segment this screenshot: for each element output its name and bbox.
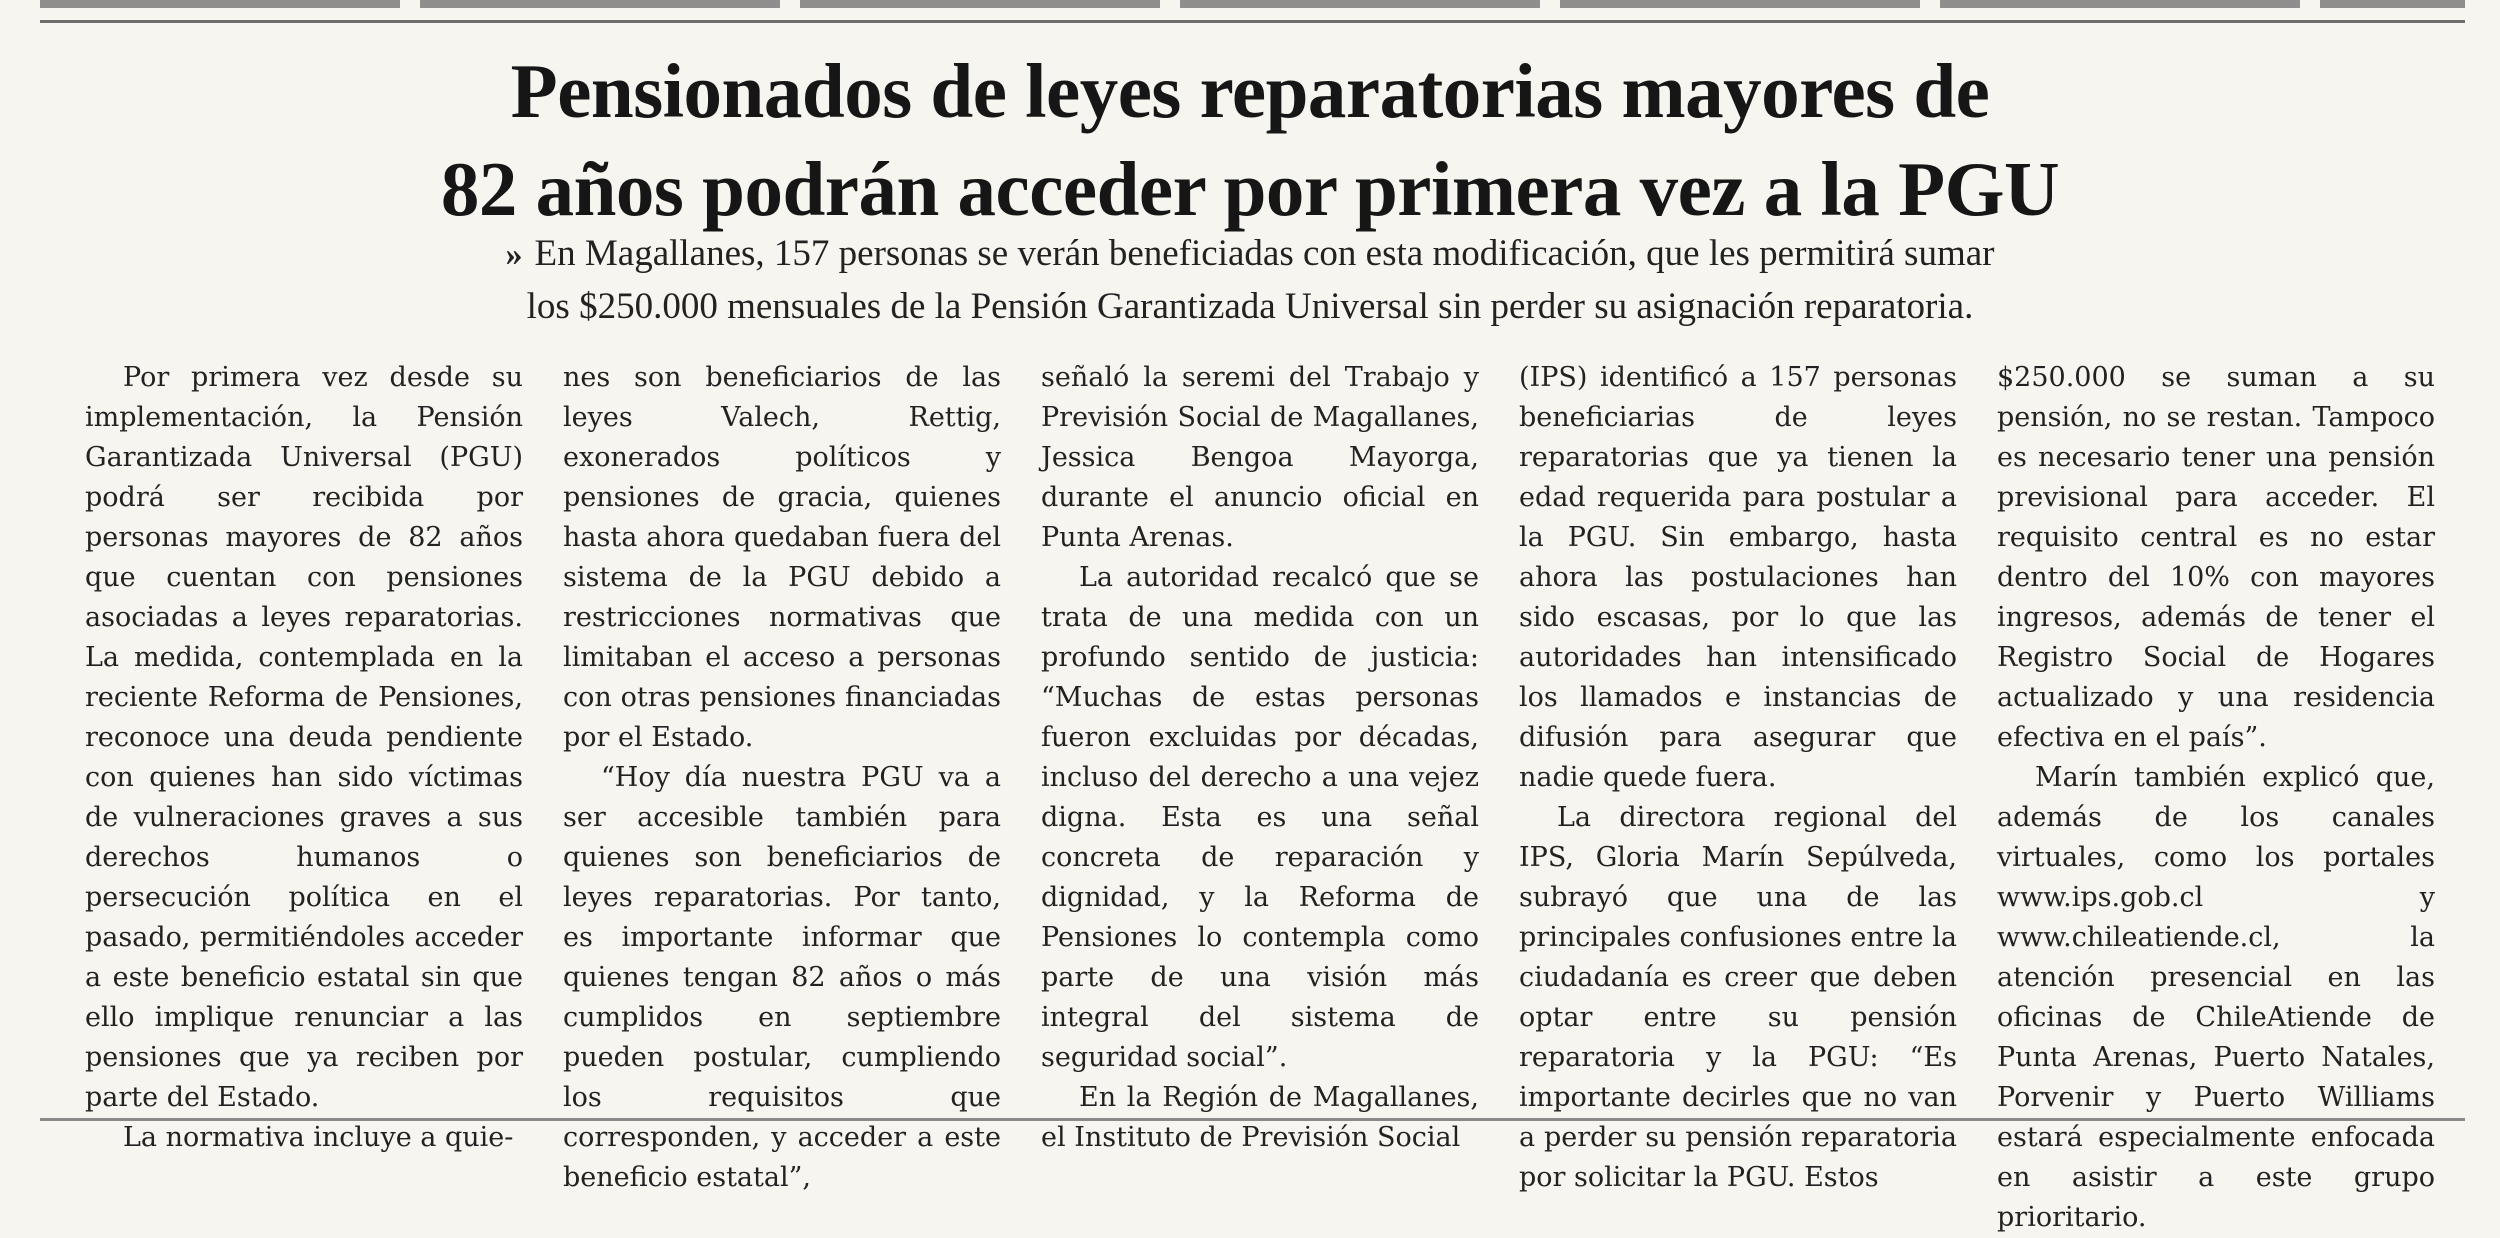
headline-line-1: Pensionados de leyes reparatorias mayores de [510,48,1990,134]
article-column-3 [1041,358,1479,1153]
article-column-1 [85,358,523,1153]
paragraph-continued: nes son beneficiarios de las leyes Valech, Rettig, exonerados políticos y pensiones de gracia, quienes hasta ahora quedaban fuera del sistema de la PGU debido a restricciones normativas que limitaban el acceso a personas con otras pensiones financiadas por el Estado. [563,362,1001,753]
paragraph-continued: (IPS) identificó a 157 personas beneficiarias de leyes reparatorias que ya tienen la edad requerida para postular a la PGU. Sin embargo, hasta ahora las postulaciones han sido escasas, por lo que las autoridades han intensificado los llamados e instancias de difusión para asegurar que nadie quede fuera. [1519,362,1957,793]
article-column-5 [1997,358,2435,1233]
article-column-4 [1519,358,1957,1193]
headline [0,42,2500,238]
paragraph: “Hoy día nuestra PGU va a ser accesible también para quienes son beneficiarios de leyes reparatorias. Por tanto, es importante informar que quienes tengan 82 años o más cumplidos en septiembre pueden postular, cumpliendo los requisitos que corresponden, y acceder a este beneficio estatal”, [563,762,1001,1193]
paragraph: Por primera vez desde su implementación, la Pensión Garantizada Universal (PGU) podrá ser recibida por personas mayores de 82 años que cuentan con pensiones asociadas a leyes reparatorias. La medida, contemplada en la reciente Reforma de Pensiones, reconoce una deuda pendiente con quienes han sido víctimas de vulneraciones graves a sus derechos humanos o persecución política en el pasado, permitiéndoles acceder a este beneficio estatal sin que ello implique renunciar a las pensiones que ya reciben por parte del Estado. [85,362,523,1113]
paragraph-continued: $250.000 se suman a su pensión, no se restan. Tampoco es necesario tener una pensión previsional para acceder. El requisito central es no estar dentro del 10% con mayores ingresos, además de tener el Registro Social de Hogares actualizado y una residencia efectiva en el país”. [1997,362,2435,753]
paragraph: Marín también explicó que, además de los canales virtuales, como los portales www.ips.gob.cl y www.chileatiende.cl, la atención presencial en las oficinas de ChileAtiende de Punta Arenas, Puerto Natales, Porvenir y Puerto Williams estará especialmente enfocada en asistir a este grupo prioritario. [1997,762,2435,1233]
paragraph-continued: señaló la seremi del Trabajo y Previsión Social de Magallanes, Jessica Bengoa Mayorga, durante el anuncio oficial en Punta Arenas. [1041,362,1479,553]
bottom-divider [40,1118,2465,1121]
previous-article-remnant [40,0,2465,8]
article-body [85,358,2435,1233]
headline-line-2: 82 años podrán acceder por primera vez a la PGU [440,146,2060,232]
top-divider [40,20,2465,23]
paragraph: La directora regional del IPS, Gloria Marín Sepúlveda, subrayó que una de las principales confusiones entre la ciudadanía es creer que deben optar entre su pensión reparatoria y la PGU: “Es importante decirles que no van a perder su pensión reparatoria por solicitar la PGU. Estos [1519,802,1957,1193]
subheadline [0,228,2500,333]
article-column-2 [563,358,1001,1193]
paragraph: La autoridad recalcó que se trata de una medida con un profundo sentido de justicia: “Muchas de estas personas fueron excluidas por décadas, incluso del derecho a una vejez digna. Esta es una señal concreta de reparación y dignidad, y la Reforma de Pensiones lo contempla como parte de una visión más integral del sistema de seguridad social”. [1041,562,1479,1073]
paragraph: En la Región de Magallanes, el Instituto de Previsión Social [1041,1082,1479,1153]
subheadline-line-1-text: En Magallanes, 157 personas se verán beneficiadas con esta modificación, que les permitirá sumar [534,233,1995,274]
double-chevron-icon: » [505,236,523,273]
paragraph: La normativa incluye a quie- [123,1122,514,1153]
subheadline-line-1 [0,228,2500,281]
subheadline-line-2: los $250.000 mensuales de la Pensión Garantizada Universal sin perder su asignación reparatoria. [526,286,1974,327]
